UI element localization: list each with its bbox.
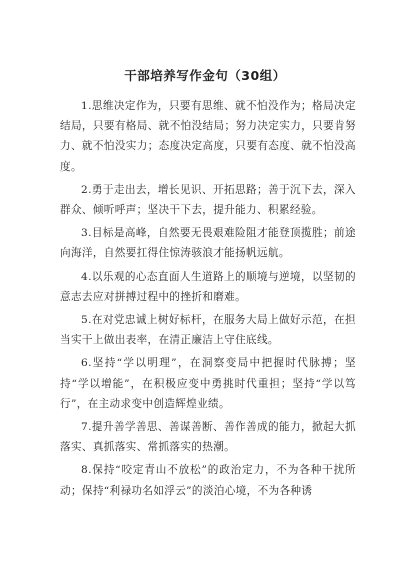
paragraph-8: 8.保持“咬定青山不放松”的政治定力，不为各种干扰所动；保持“利禄功名如浮云”的淡泊心境，不为各种诱 [60, 464, 356, 497]
paragraph-6: 6.坚持“学以明理”，在洞察变局中把握时代脉搏；坚持“学以增能”，在积极应变中勇挑时代重担；坚持“学以笃行”，在主动求变中创造辉煌业绩。 [60, 357, 356, 410]
document-body [60, 96, 356, 504]
paragraph-1: 1.思维决定作为，只要有思维、就不怕没作为；格局决定结局，只要有格局、就不怕没结局；努力决定实力，只要肯努力、就不怕没实力；态度决定高度，只要有态度、就不怕没高度。 [60, 100, 356, 173]
document-title: 干部培养写作金句（30组） [124, 68, 286, 83]
paragraph-5: 5.在对党忠诚上树好标杆，在服务大局上做好示范，在担当实干上做出表率，在清正廉洁上守住底线。 [60, 314, 356, 347]
paragraph-4: 4.以乐观的心态直面人生道路上的顺境与逆境，以坚韧的意志去应对拼搏过程中的挫折和磨难。 [60, 270, 356, 303]
paragraph-3: 3.目标是高峰，自然要无畏艰难险阻才能登顶揽胜；前途向海洋，自然要扛得住惊涛骇浪才能扬帆远航。 [60, 227, 356, 260]
paragraph-7: 7.提升善学善思、善谋善断、善作善成的能力，掀起大抓落实、真抓落实、常抓落实的热潮。 [60, 421, 356, 454]
paragraph-2: 2.勇于走出去，增长见识、开拓思路；善于沉下去，深入群众、倾听呼声；坚决干下去，提升能力、积累经验。 [60, 183, 356, 217]
